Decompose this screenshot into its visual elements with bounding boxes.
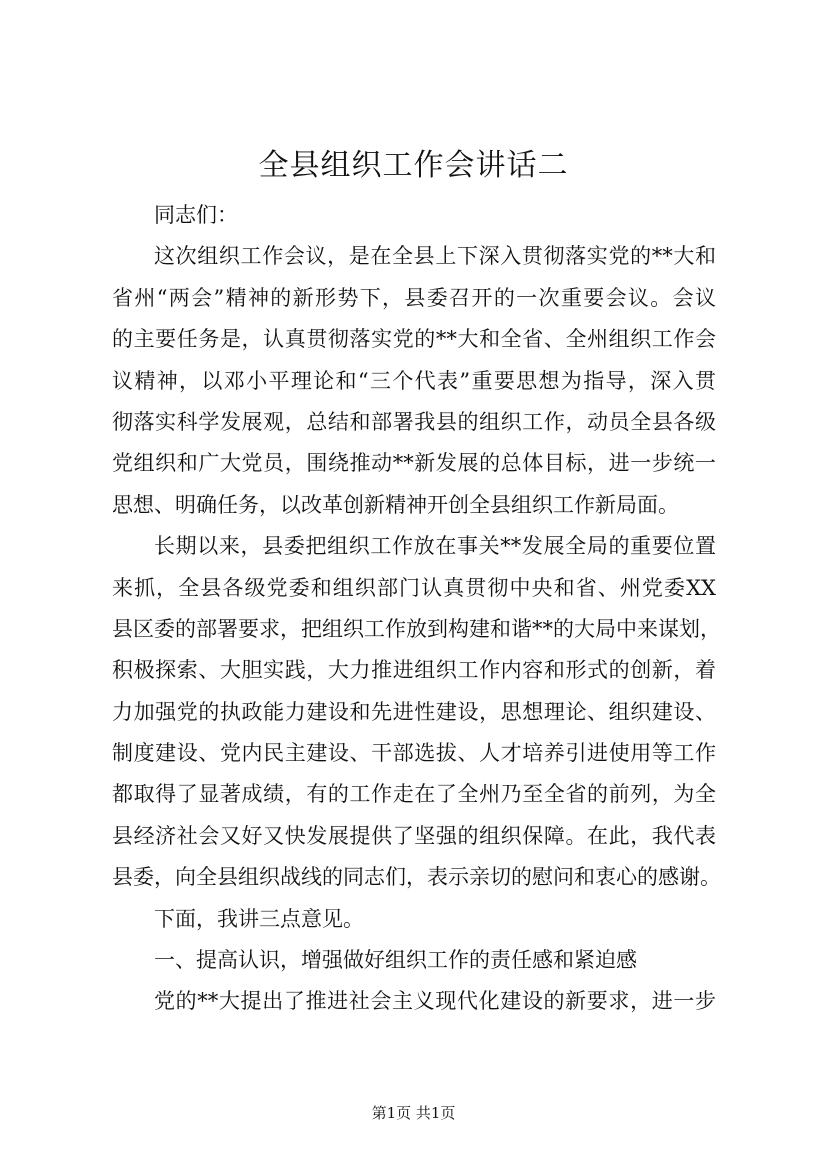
paragraph-line: 来抓，全县各级党委和组织部门认真贯彻中央和省、州党委XX bbox=[112, 575, 716, 600]
document-body bbox=[112, 195, 721, 1023]
paragraph-line: 县经济社会又好又快发展提供了坚强的组织保障。在此，我代表 bbox=[112, 823, 716, 848]
salutation-line: 同志们： bbox=[154, 203, 238, 227]
paragraph-line: 党的**大提出了推进社会主义现代化建设的新要求，进一步 bbox=[154, 989, 716, 1014]
paragraph-line: 省州“两会”精神的新形势下，县委召开的一次重要会议。会议 bbox=[112, 285, 716, 310]
paragraph-line: 都取得了显著成绩，有的工作走在了全州乃至全省的前列，为全 bbox=[112, 782, 716, 807]
paragraph-line: 县区委的部署要求，把组织工作放到构建和谐**的大局中来谋划， bbox=[112, 616, 721, 641]
paragraph-line: 的主要任务是，认真贯彻落实党的**大和全省、全州组织工作会 bbox=[112, 327, 716, 352]
paragraph-line: 制度建设、党内民主建设、干部选拔、人才培养引进使用等工作 bbox=[112, 741, 716, 766]
paragraph-line: 彻落实科学发展观，总结和部署我县的组织工作，动员全县各级 bbox=[112, 409, 716, 434]
document-title: 全县组织工作会讲话二 bbox=[258, 148, 569, 183]
paragraph-line: 这次组织工作会议，是在全县上下深入贯彻落实党的**大和 bbox=[154, 244, 716, 269]
paragraph-line: 力加强党的执政能力建设和先进性建设，思想理论、组织建设、 bbox=[112, 699, 716, 724]
page-footer: 第1页 共1页 bbox=[371, 1104, 456, 1122]
paragraph-line: 县委，向全县组织战线的同志们，表示亲切的慰问和衷心的感谢。 bbox=[112, 865, 721, 890]
paragraph-line: 思想、明确任务，以改革创新精神开创全县组织工作新局面。 bbox=[112, 492, 679, 517]
paragraph-line: 党组织和广大党员，围绕推动**新发展的总体目标，进一步统一 bbox=[112, 451, 716, 476]
section-heading: 一、提高认识，增强做好组织工作的责任感和紧迫感 bbox=[154, 948, 637, 973]
paragraph-line: 积极探索、大胆实践，大力推进组织工作内容和形式的创新，着 bbox=[112, 658, 716, 683]
paragraph-line: 下面，我讲三点意见。 bbox=[154, 906, 364, 931]
paragraph-line: 议精神，以邓小平理论和“三个代表”重要思想为指导，深入贯 bbox=[112, 368, 716, 393]
paragraph-line: 长期以来，县委把组织工作放在事关**发展全局的重要位置 bbox=[154, 534, 716, 559]
